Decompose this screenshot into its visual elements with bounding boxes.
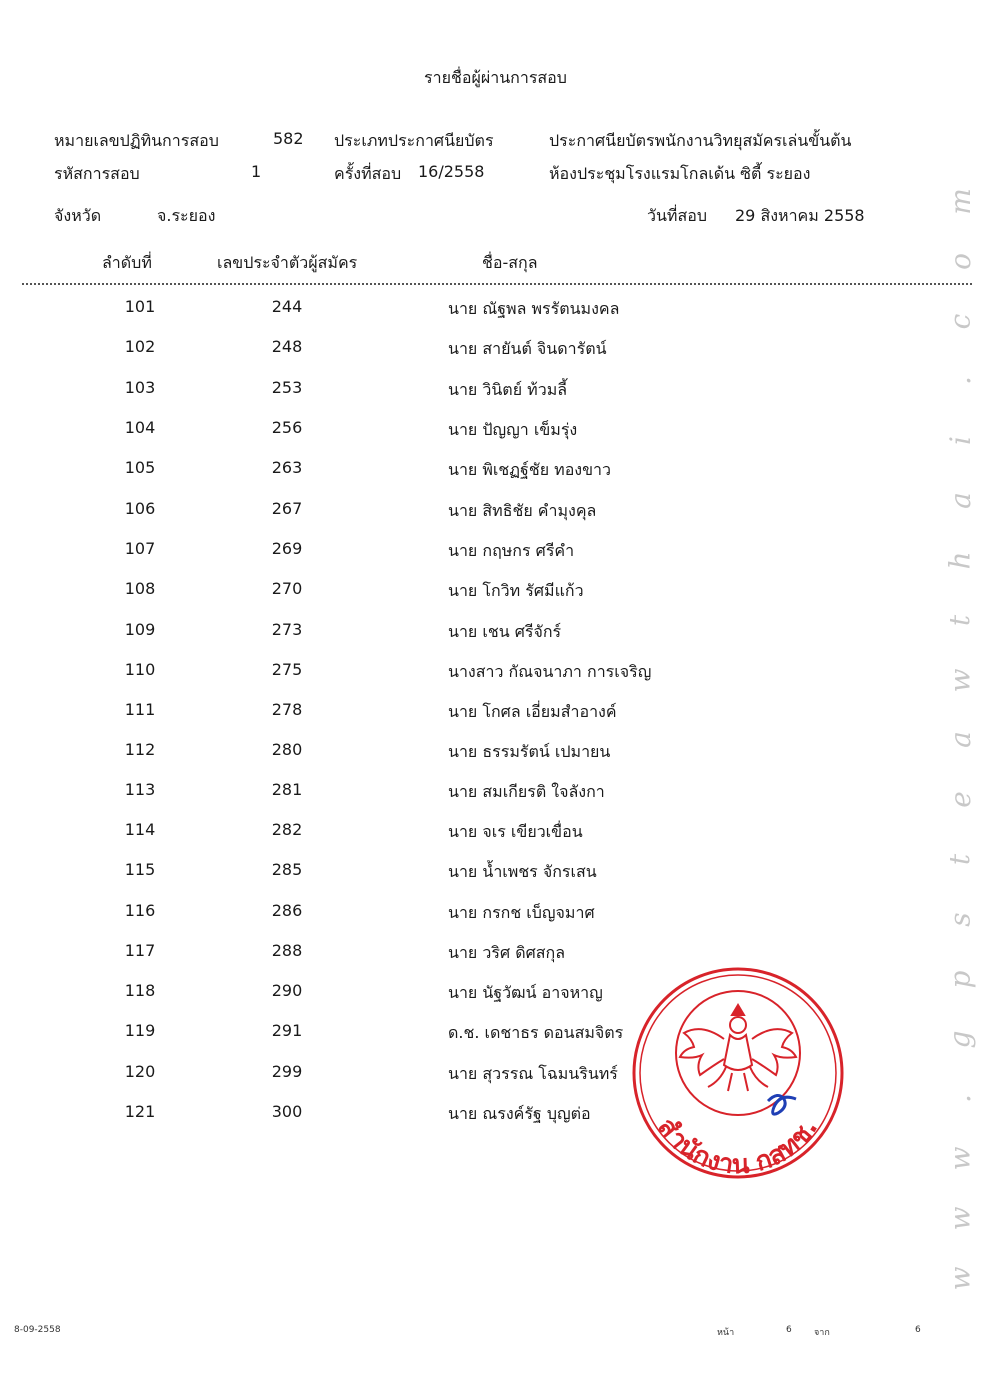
- province-value: จ.ระยอง: [157, 206, 216, 225]
- row-applicant-id: 278: [271, 700, 303, 719]
- certificate-type-value: ประกาศนียบัตรพนักงานวิทยุสมัครเล่นขั้นต้น: [549, 131, 852, 150]
- row-name: นาย กรกช เบ็ญจมาศ: [448, 903, 595, 922]
- watermark-char: o: [943, 252, 977, 270]
- table-row: [0, 820, 991, 860]
- table-row: [0, 418, 991, 458]
- row-applicant-id: 267: [271, 499, 303, 518]
- watermark-char: w: [943, 1206, 977, 1231]
- row-name: นาย สิทธิชัย คำมุงคุล: [448, 501, 597, 520]
- exam-round-value: 16/2558: [418, 162, 485, 181]
- permit-value: 582: [273, 129, 304, 148]
- row-order: 105: [124, 458, 156, 477]
- row-applicant-id: 288: [271, 941, 303, 960]
- row-order: 113: [124, 780, 156, 799]
- row-applicant-id: 300: [271, 1102, 303, 1121]
- official-stamp: [628, 963, 848, 1183]
- row-order: 118: [124, 981, 156, 1000]
- row-name: ด.ช. เดชาธร ดอนสมจิตร: [448, 1023, 624, 1042]
- row-order: 115: [124, 860, 156, 879]
- watermark-char: h: [943, 551, 977, 570]
- row-name: นาย จเร เขียวเขื่อน: [448, 822, 583, 841]
- column-header-applicant-id: เลขประจำตัวผู้สมัคร: [217, 253, 358, 272]
- row-order: 110: [124, 660, 156, 679]
- watermark-char: a: [943, 492, 977, 509]
- garuda-emblem-icon: [680, 1005, 796, 1091]
- row-order: 108: [124, 579, 156, 598]
- row-name: นาย วินิตย์ ท้วมลี้: [448, 380, 568, 399]
- row-order: 103: [124, 378, 156, 397]
- watermark-char: a: [943, 731, 977, 749]
- table-row: [0, 860, 991, 900]
- row-name: นาย สมเกียรติ ใจลังกา: [448, 782, 605, 801]
- header-divider: [22, 283, 972, 285]
- watermark-char: s: [943, 912, 977, 927]
- page-of-label: จาก: [814, 1328, 830, 1338]
- exam-date-label: วันที่สอบ: [647, 206, 707, 225]
- row-name: นาย วริศ ดิศสกุล: [448, 943, 566, 962]
- row-order: 104: [124, 418, 156, 437]
- row-applicant-id: 285: [271, 860, 303, 879]
- row-applicant-id: 270: [271, 579, 303, 598]
- row-order: 116: [124, 901, 156, 920]
- watermark-char: i: [943, 436, 977, 446]
- print-date: 8-09-2558: [14, 1325, 61, 1335]
- table-row: [0, 740, 991, 780]
- table-row: [0, 539, 991, 579]
- row-name: นาย นัฐวัฒน์ อาจหาญ: [448, 983, 603, 1002]
- row-name: นาย โกวิท รัศมีแก้ว: [448, 581, 584, 600]
- table-row: [0, 901, 991, 941]
- row-order: 117: [124, 941, 156, 960]
- exam-round-label: ครั้งที่สอบ: [334, 164, 402, 183]
- row-order: 107: [124, 539, 156, 558]
- row-name: นาย ณัฐพล พรรัตนมงคล: [448, 299, 620, 318]
- page-number: 6: [786, 1325, 792, 1335]
- row-order: 119: [124, 1021, 156, 1040]
- province-label: จังหวัด: [54, 206, 102, 225]
- exam-venue: ห้องประชุมโรงแรมโกลเด้น ซิตี้ ระยอง: [549, 164, 811, 183]
- watermark-char: w: [943, 1266, 977, 1291]
- site-watermark: [938, 185, 982, 1295]
- page-label: หน้า: [717, 1328, 735, 1338]
- row-applicant-id: 282: [271, 820, 303, 839]
- table-row: [0, 660, 991, 700]
- watermark-char: t: [943, 853, 977, 866]
- exam-code-label: รหัสการสอบ: [54, 164, 140, 183]
- watermark-char: w: [943, 668, 977, 693]
- row-applicant-id: 253: [271, 378, 303, 397]
- table-row: [0, 337, 991, 377]
- row-applicant-id: 280: [271, 740, 303, 759]
- watermark-char: w: [943, 1146, 977, 1171]
- watermark-char: c: [943, 313, 977, 329]
- table-row: [0, 499, 991, 539]
- row-applicant-id: 299: [271, 1062, 303, 1081]
- watermark-char: p: [943, 970, 977, 989]
- watermark-char: t: [943, 614, 977, 626]
- stamp-text: สำนักงาน กสทช.: [651, 1112, 825, 1181]
- table-row: [0, 700, 991, 740]
- table-row: [0, 458, 991, 498]
- table-row: [0, 378, 991, 418]
- row-name: นาย สุวรรณ โฉมนรินทร์: [448, 1064, 618, 1083]
- watermark-char: .: [943, 1094, 977, 1104]
- row-name: นาย กฤษกร ศรีคำ: [448, 541, 575, 560]
- row-order: 112: [124, 740, 156, 759]
- table-row: [0, 780, 991, 820]
- column-header-name: ชื่อ-สกุล: [482, 253, 538, 272]
- row-applicant-id: 286: [271, 901, 303, 920]
- row-order: 101: [124, 297, 156, 316]
- row-order: 109: [124, 620, 156, 639]
- table-row: [0, 297, 991, 337]
- page-total: 6: [915, 1325, 921, 1335]
- row-applicant-id: 275: [271, 660, 303, 679]
- row-applicant-id: 291: [271, 1021, 303, 1040]
- row-order: 114: [124, 820, 156, 839]
- watermark-char: g: [943, 1030, 977, 1049]
- permit-label: หมายเลขปฏิทินการสอบ: [54, 131, 219, 150]
- certificate-type-label: ประเภทประกาศนียบัตร: [334, 131, 494, 150]
- row-applicant-id: 269: [271, 539, 303, 558]
- row-name: นาย ปัญญา เข็มรุ่ง: [448, 420, 578, 439]
- page-title: รายชื่อผู้ผ่านการสอบ: [424, 68, 567, 87]
- row-order: 106: [124, 499, 156, 518]
- row-applicant-id: 281: [271, 780, 303, 799]
- row-order: 121: [124, 1102, 156, 1121]
- row-applicant-id: 290: [271, 981, 303, 1000]
- row-name: นาย น้ำเพชร จักรเสน: [448, 862, 597, 881]
- row-name: นาย โกศล เอี่ยมสำอางค์: [448, 702, 617, 721]
- row-order: 102: [124, 337, 156, 356]
- row-name: นางสาว กัณจนาภา การเจริญ: [448, 662, 652, 681]
- watermark-char: m: [943, 188, 977, 215]
- row-applicant-id: 263: [271, 458, 303, 477]
- watermark-char: .: [943, 376, 977, 386]
- row-applicant-id: 256: [271, 418, 303, 437]
- row-name: นาย เชน ศรีจักร์: [448, 622, 562, 641]
- table-row: [0, 620, 991, 660]
- row-name: นาย ณรงค์รัฐ บุญต่อ: [448, 1104, 591, 1123]
- row-name: นาย พิเชฏฐ์ชัย ทองขาว: [448, 460, 612, 479]
- row-applicant-id: 273: [271, 620, 303, 639]
- column-header-order: ลำดับที่: [102, 253, 152, 272]
- exam-date-value: 29 สิงหาคม 2558: [735, 206, 865, 225]
- exam-code-value: 1: [251, 162, 262, 181]
- row-name: นาย สายันต์ จินดารัตน์: [448, 339, 607, 358]
- row-applicant-id: 248: [271, 337, 303, 356]
- row-order: 111: [124, 700, 156, 719]
- watermark-char: e: [943, 791, 977, 809]
- row-order: 120: [124, 1062, 156, 1081]
- row-name: นาย ธรรมรัตน์ เปมายน: [448, 742, 611, 761]
- row-applicant-id: 244: [271, 297, 303, 316]
- table-row: [0, 579, 991, 619]
